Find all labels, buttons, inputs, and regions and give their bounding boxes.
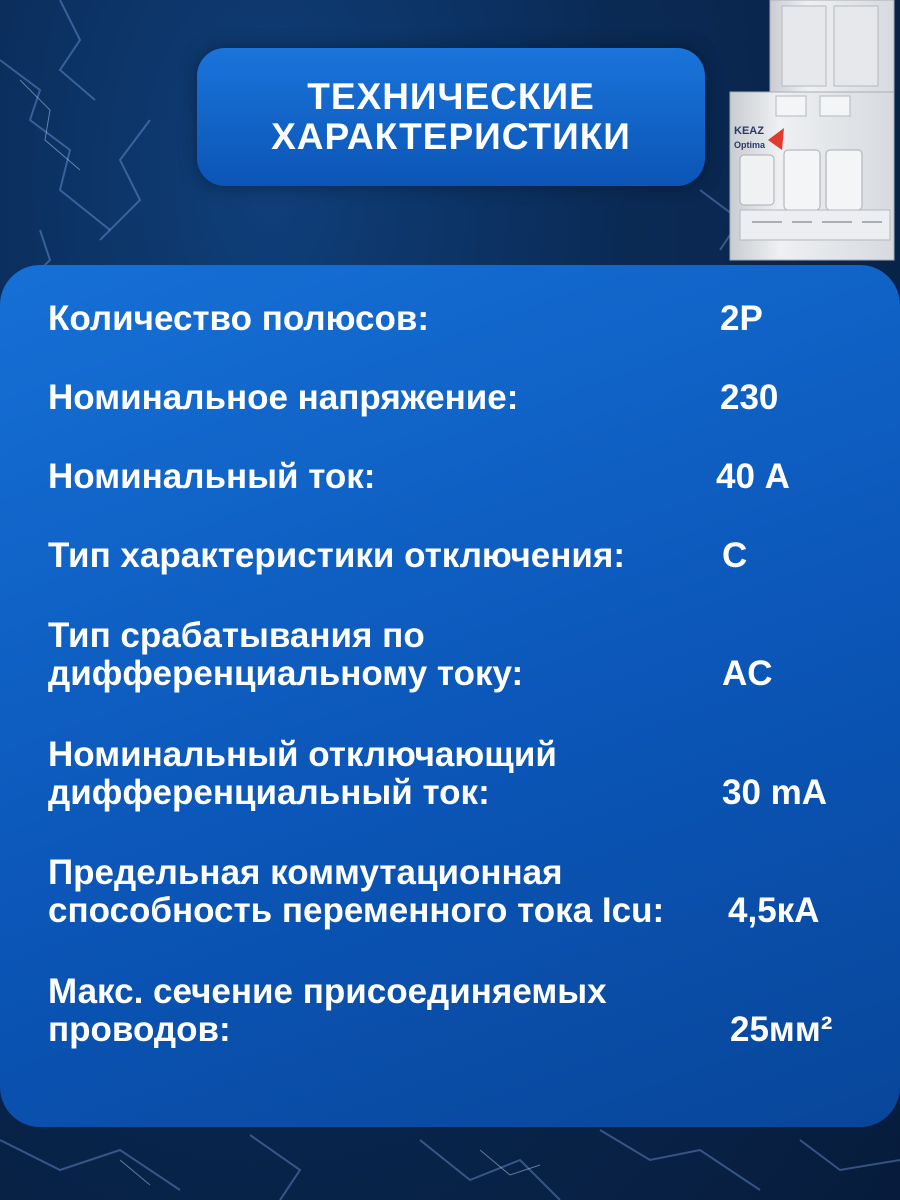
title-box	[197, 48, 705, 186]
spec-label: Предельная коммутационная способность переменного тока Icu:	[48, 853, 665, 930]
svg-text:Optima: Optima	[734, 140, 766, 150]
spec-label: Номинальный ток:	[48, 457, 376, 496]
spec-label: Номинальный отключающий дифференциальный ток:	[48, 735, 557, 812]
spec-label: Номинальное напряжение:	[48, 378, 519, 417]
spec-value: 25мм²	[730, 1010, 833, 1049]
spec-label: Тип срабатывания по дифференциальному току:	[48, 616, 524, 693]
spec-value: 4,5кА	[728, 891, 820, 930]
spec-label: Количество полюсов:	[48, 299, 430, 338]
spec-label: Тип характеристики отключения:	[48, 536, 626, 575]
spec-value: С	[722, 536, 748, 575]
svg-text:KEAZ: KEAZ	[734, 125, 764, 137]
product-image	[722, 0, 900, 262]
title-line-1: ТЕХНИЧЕСКИЕ	[307, 76, 595, 117]
spec-value: 40 А	[716, 457, 790, 496]
spec-value: AC	[722, 654, 773, 693]
spec-label: Макс. сечение присоединяемых проводов:	[48, 972, 607, 1049]
spec-value: 30 mA	[722, 773, 828, 812]
spec-value: 2P	[720, 299, 763, 338]
spec-value: 230	[720, 378, 779, 417]
title-line-2: ХАРАКТЕРИСТИКИ	[271, 116, 631, 157]
